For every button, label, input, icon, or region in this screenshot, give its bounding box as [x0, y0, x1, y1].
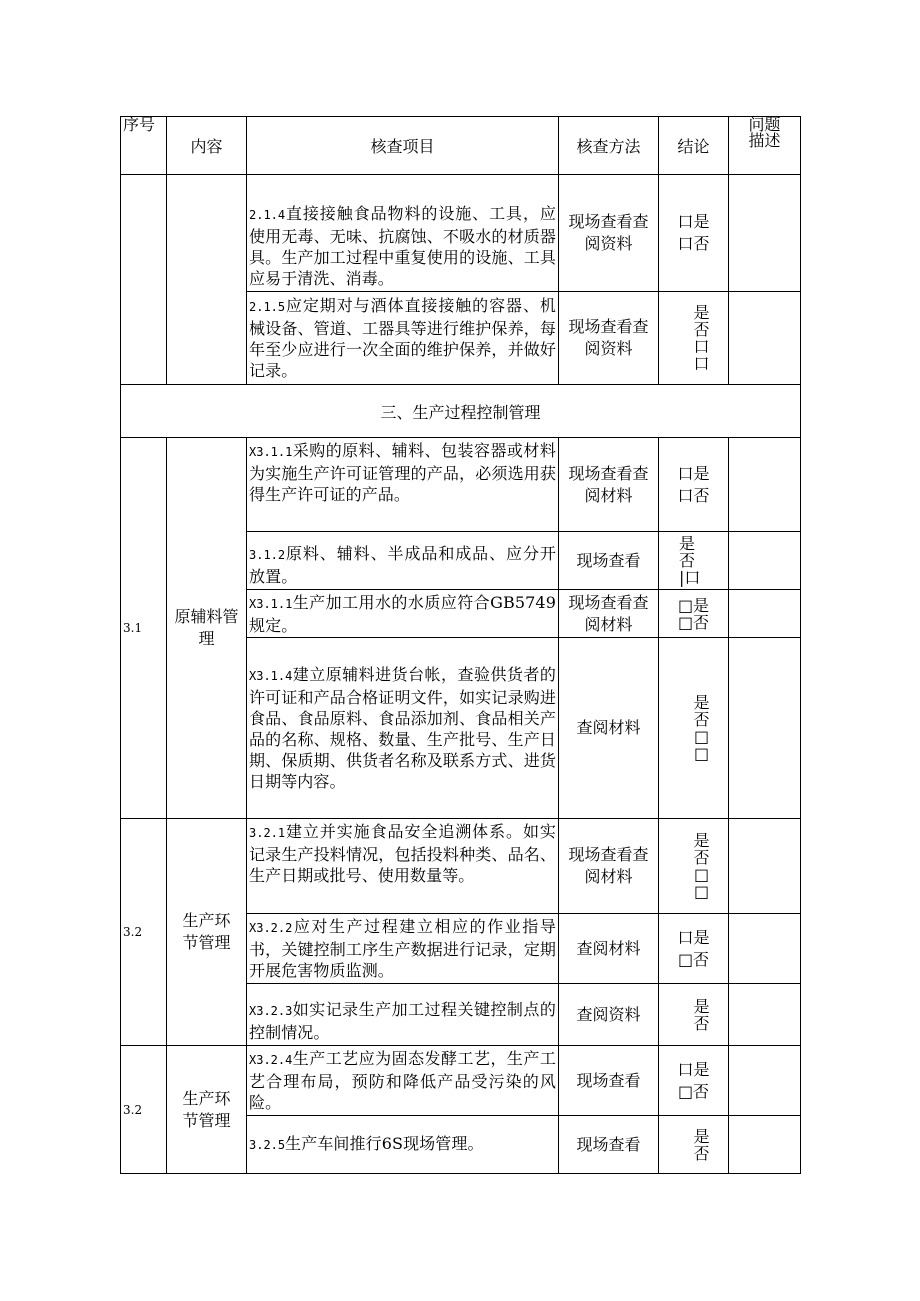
item-cell	[247, 292, 559, 385]
checkbox[interactable]: □	[693, 744, 710, 763]
header-no: 序号	[121, 117, 167, 175]
conclusion-yes: 是	[693, 693, 710, 712]
conclusion-yes: 是	[693, 996, 710, 1016]
item-code: X3.2.2	[249, 921, 293, 935]
item-code: X3.1.1	[249, 596, 293, 611]
item-cell	[247, 438, 559, 532]
header-desc: 问题描述	[729, 117, 801, 175]
item-text: 直接接触食品物料的设施、工具，应使用无毒、无味、抗腐蚀、不吸水的材质器具。生产加工过程中重复使用的设施、工具应易于清洗、消毒。	[249, 204, 556, 288]
conclusion-cell	[659, 175, 729, 292]
no-cell: 3.2	[121, 819, 167, 1046]
method-cell: 现场查看查阅资料	[559, 175, 659, 292]
conclusion-cell	[659, 984, 729, 1046]
checkbox[interactable]: □	[693, 865, 710, 884]
method-cell: 现场查看查阅材料	[559, 438, 659, 532]
header-item: 核查项目	[247, 117, 559, 175]
item-code: X3.2.3	[249, 1004, 293, 1018]
checkbox[interactable]: 口	[693, 354, 710, 373]
item-code: X3.1.1	[249, 445, 293, 459]
content-cell: 生产环节管理	[167, 819, 247, 1046]
yes-checkbox[interactable]: 口是	[677, 212, 710, 231]
method-cell: 现场查看查阅材料	[559, 590, 659, 638]
conclusion-no: 否	[693, 1013, 710, 1033]
item-cell	[247, 590, 559, 638]
item-code: 3.2.1	[249, 826, 286, 840]
item-cell	[247, 1046, 559, 1116]
table-row	[121, 1046, 801, 1116]
header-row	[121, 117, 801, 175]
conclusion-no: 否	[693, 1143, 710, 1163]
yes-checkbox[interactable]: □是	[677, 595, 710, 615]
no-checkbox[interactable]: □否	[677, 612, 710, 632]
item-text: 生产工艺应为固态发酵工艺，生产工艺合理布局，预防和降低产品受污染的风险。	[249, 1049, 556, 1112]
method-cell: 现场查看查阅资料	[559, 292, 659, 385]
conclusion-no: 否	[693, 710, 710, 729]
conclusion-yes: 是	[693, 1126, 710, 1146]
no-checkbox[interactable]: 口否	[677, 485, 710, 505]
conclusion-cell	[659, 590, 729, 638]
item-cell	[247, 638, 559, 819]
checkbox[interactable]: □	[693, 727, 710, 746]
method-cell: 现场查看	[559, 1116, 659, 1174]
no-checkbox[interactable]: □否	[677, 1081, 710, 1101]
item-text: 建立原辅料进货台帐，查验供货者的许可证和产品合格证明文件，如实记录购进食品、食品原料、食品添加剂、食品相关产品的名称、规格、数量、生产批号、生产日期、保质期、供货者名称及联系方式、进货日期等内容。	[249, 665, 556, 791]
item-cell	[247, 984, 559, 1046]
desc-cell	[729, 1116, 801, 1174]
table-row	[121, 175, 801, 292]
desc-cell	[729, 292, 801, 385]
conclusion-cell	[659, 638, 729, 819]
conclusion-cell	[659, 819, 729, 914]
conclusion-cell	[659, 1116, 729, 1174]
item-cell	[247, 1116, 559, 1174]
method-cell: 现场查看查阅材料	[559, 819, 659, 914]
conclusion-no: 否	[679, 551, 696, 570]
item-code: X3.1.4	[249, 669, 293, 683]
no-cell: 3.1	[121, 438, 167, 819]
content-cell	[167, 175, 247, 385]
checkbox[interactable]: 口	[693, 337, 710, 356]
desc-cell	[729, 1046, 801, 1116]
conclusion-yes: 是	[679, 534, 696, 553]
header-method: 核查方法	[559, 117, 659, 175]
method-cell: 查阅资料	[559, 984, 659, 1046]
content-cell: 生产环节管理	[167, 1046, 247, 1174]
method-cell: 查阅材料	[559, 638, 659, 819]
item-text: 生产车间推行6S现场管理。	[285, 1134, 484, 1153]
conclusion-yes: 是	[693, 831, 710, 850]
conclusion-cell	[659, 438, 729, 532]
method-cell: 现场查看	[559, 532, 659, 590]
conclusion-no: 否	[693, 320, 710, 339]
yes-checkbox[interactable]: 口是	[677, 463, 710, 483]
desc-cell	[729, 175, 801, 292]
method-cell: 现场查看	[559, 1046, 659, 1116]
item-text: 原料、辅料、半成品和成品、应分开放置。	[249, 544, 556, 586]
method-cell: 查阅材料	[559, 914, 659, 984]
conclusion-cell	[659, 914, 729, 984]
table-row	[121, 438, 801, 532]
item-code: 2.1.4	[249, 208, 286, 222]
desc-cell	[729, 914, 801, 984]
no-checkbox[interactable]: 口否	[677, 234, 710, 253]
conclusion-no: 否	[693, 848, 710, 867]
item-text: 如实记录生产加工过程关键控制点的控制情况。	[249, 1000, 556, 1042]
no-cell	[121, 175, 167, 385]
desc-cell	[729, 819, 801, 914]
no-checkbox[interactable]: □否	[677, 949, 710, 969]
item-text: 应定期对与酒体直接接触的容器、机械设备、管道、工器具等进行维护保养，每年至少应进行一次全面的维护保养，并做好记录。	[249, 296, 556, 380]
yes-checkbox[interactable]: 口是	[677, 927, 710, 947]
section-row	[121, 385, 801, 438]
no-cell: 3.2	[121, 1046, 167, 1174]
conclusion-cell	[659, 1046, 729, 1116]
item-cell	[247, 532, 559, 590]
item-text: 生产加工用水的水质应符合GB5749规定。	[249, 592, 556, 635]
conclusion-yes: 是	[693, 303, 710, 322]
header-conclusion: 结论	[659, 117, 729, 175]
desc-cell	[729, 590, 801, 638]
item-code: 3.1.2	[249, 548, 286, 562]
item-text: 应对生产过程建立相应的作业指导书，关键控制工序生产数据进行记录，定期开展危害物质监测。	[249, 917, 556, 980]
content-cell: 原辅料管理	[167, 438, 247, 819]
item-cell	[247, 914, 559, 984]
checkbox[interactable]: □	[693, 882, 710, 901]
table-row	[121, 819, 801, 914]
header-content: 内容	[167, 117, 247, 175]
item-code: 2.1.5	[249, 300, 286, 314]
item-cell	[247, 175, 559, 292]
desc-cell	[729, 984, 801, 1046]
item-text: 采购的原料、辅料、包装容器或材料为实施生产许可证管理的产品，必须选用获得生产许可证的产品。	[249, 441, 556, 504]
section-title: 三、生产过程控制管理	[121, 385, 801, 438]
yes-checkbox[interactable]: 口是	[677, 1059, 710, 1079]
desc-cell	[729, 438, 801, 532]
item-cell	[247, 819, 559, 914]
item-code: X3.2.4	[249, 1053, 293, 1067]
item-code: 3.2.5	[249, 1138, 286, 1152]
desc-cell	[729, 532, 801, 590]
conclusion-cell	[659, 292, 729, 385]
desc-cell	[729, 638, 801, 819]
inspection-table	[120, 116, 801, 1174]
checkbox[interactable]: |口	[679, 568, 701, 587]
item-text: 建立并实施食品安全追溯体系。如实记录生产投料情况，包括投料种类、品名、生产日期或批号、使用数量等。	[249, 822, 556, 885]
conclusion-cell	[659, 532, 729, 590]
